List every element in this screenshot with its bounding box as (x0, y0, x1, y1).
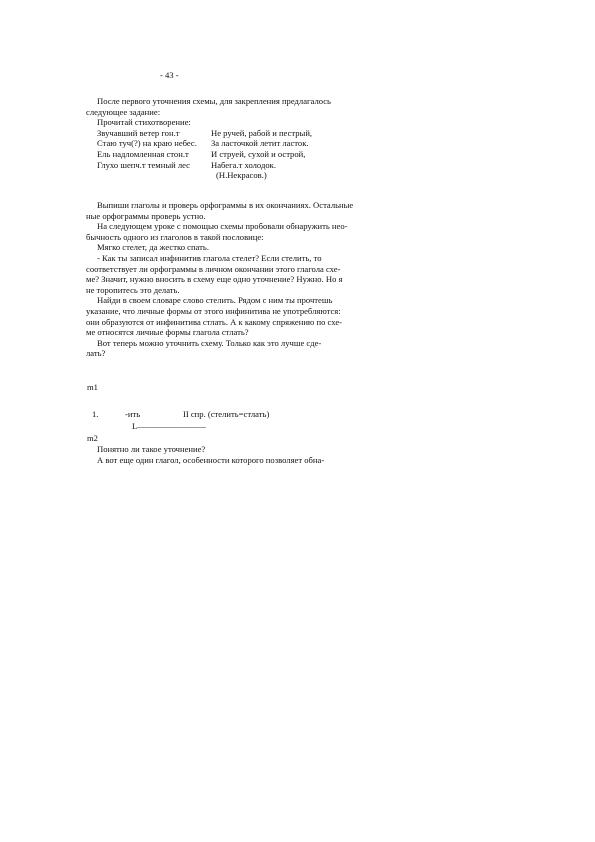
proverb: Мягко стелет, да жестко спать. (97, 242, 209, 253)
poem-row (86, 170, 386, 181)
text-line: - Как ты записал инфинитив глагола стелет? Если стелить, то (97, 252, 322, 263)
text-line: следующее задание: (86, 106, 161, 117)
scheme-bracket: L———————— (132, 421, 206, 431)
poem-line-left: Глухо шепч.т темный лес (97, 159, 190, 170)
text-line: не торопитесь это делать. (86, 284, 180, 295)
poem-line-right: Не ручей, рабой и пестрый, (211, 127, 313, 138)
text-line: ме относятся личные формы глагола стлать? (86, 327, 249, 338)
scheme-marker: m2 (87, 433, 98, 443)
text-line: Вот теперь можно уточнить схему. Только как это лучше сде- (97, 337, 322, 348)
poem-author: (Н.Некрасов.) (216, 170, 267, 181)
text-line: ные орфограммы проверь устно. (86, 210, 206, 221)
text-line: А вот еще один глагол, особенности которого позволяет обна- (97, 454, 325, 465)
text-line: лать? (86, 348, 106, 359)
poem-line-left: Стаю туч(?) на краю небес. (97, 138, 197, 149)
page-number: - 43 - (160, 70, 179, 80)
text-line: Выпиши глаголы и проверь орфограммы в их окончаниях. Остальные (97, 200, 354, 210)
poem (86, 128, 386, 181)
scheme-marker: m1 (87, 382, 98, 392)
poem-line-left: Звучавший ветер гон.т (97, 127, 180, 138)
text-line: соответствует ли орфограммы в личном окончании этого глагола схе- (86, 263, 341, 274)
poem-row (86, 149, 386, 160)
poem-line-right: Набега.т холодок. (211, 159, 276, 170)
poem-row (86, 128, 386, 139)
scheme-suffix: -ить (125, 409, 141, 419)
poem-line-right: За ласточкой летит ласток. (211, 138, 309, 149)
text-line: указание, что личные формы от этого инфинитива не употребляются: (86, 305, 341, 316)
poem-line-left: Ель надломленная стон.т (97, 148, 189, 159)
poem-row (86, 160, 386, 171)
text-line: Прочитай стихотворение: (97, 117, 191, 128)
text-line: После первого уточнения схемы, для закрепления предлагалось (97, 96, 331, 106)
intro-block (86, 96, 386, 181)
poem-row (86, 138, 386, 149)
text-line: ме? Значит, нужно вносить в схему еще одно уточнение? Нужно. Но я (86, 274, 343, 285)
scheme-conjugation: II спр. (стелить=стлать) (183, 409, 270, 419)
poem-line-right: И струей, сухой и острой, (211, 148, 306, 159)
scheme-number: 1. (92, 409, 99, 419)
closing-block (86, 444, 386, 465)
text-line: бычность одного из глаголов в такой пословице: (86, 231, 264, 242)
body-block (86, 200, 386, 359)
text-line: Понятно ли такое уточнение? (97, 444, 206, 454)
text-line: На следующем уроке с помощью схемы пробовали обнаружить нео- (97, 221, 348, 232)
text-line: они образуются от инфинитива стлать. А к какому спряжению по схе- (86, 316, 343, 327)
text-line: Найди в своем словаре слово стелить. Рядом с ним ты прочтешь (97, 295, 333, 306)
